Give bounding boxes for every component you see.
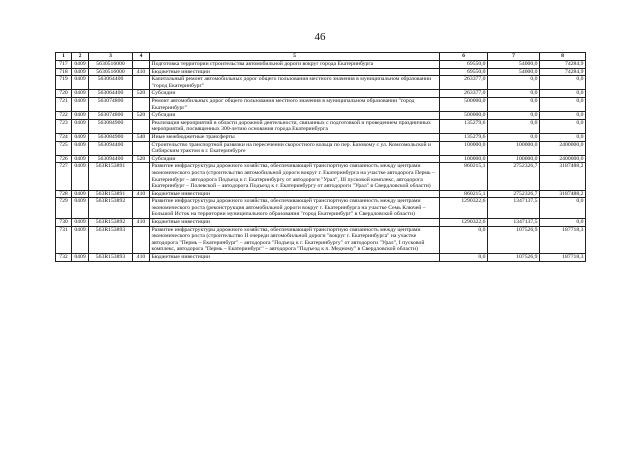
amount-cell-col6: 263377,0 — [440, 76, 488, 90]
target-article-cell: 563084900 — [89, 119, 133, 133]
row-number-cell: 725 — [56, 141, 72, 155]
table-body — [56, 61, 586, 262]
row-number-cell: 729 — [56, 198, 72, 219]
column-header-7: 7 — [488, 53, 540, 61]
section-code-cell: 0409 — [72, 163, 89, 190]
amount-cell-col6: 860215,1 — [440, 190, 488, 198]
amount-cell-col7: 107526,9 — [488, 226, 540, 253]
budget-table — [55, 52, 586, 262]
row-number-cell: 720 — [56, 90, 72, 98]
target-article-cell: 563R153891 — [89, 163, 133, 190]
table-row — [56, 68, 586, 76]
item-name-cell: Субсидии — [150, 112, 440, 120]
amount-cell-col6: 69550,0 — [440, 61, 488, 69]
section-code-cell: 0409 — [72, 112, 89, 120]
table-row — [56, 155, 586, 163]
section-code-cell: 0409 — [72, 254, 89, 262]
table-row — [56, 254, 586, 262]
row-number-cell: 724 — [56, 133, 72, 141]
item-name-cell: Субсидии — [150, 155, 440, 163]
item-name-cell: Бюджетные инвестиции — [150, 190, 440, 198]
amount-cell-col8: 0,0 — [540, 119, 586, 133]
table-row — [56, 97, 586, 111]
item-name-cell: Бюджетные инвестиции — [150, 219, 440, 227]
amount-cell-col7: 0,0 — [488, 76, 540, 90]
section-code-cell: 0409 — [72, 141, 89, 155]
expense-type-cell — [133, 141, 150, 155]
amount-cell-col7: 0,0 — [488, 119, 540, 133]
amount-cell-col8: 187718,3 — [540, 254, 586, 262]
expense-type-cell — [133, 163, 150, 190]
row-number-cell: 731 — [56, 226, 72, 253]
target-article-cell: 563R153893 — [89, 254, 133, 262]
target-article-cell: 563074800 — [89, 97, 133, 111]
table-row — [56, 226, 586, 253]
expense-type-cell: 410 — [133, 254, 150, 262]
amount-cell-col8: 0,0 — [540, 97, 586, 111]
item-name-cell: Развитие инфраструктуры дорожного хозяйства, обеспечивающей транспортную связанность между центрами экономического роста (строительство II очереди автомобильной дороги "вокруг г. Екатеринбурга" на участке автодорога "Пермь – Екатеринбург" – автодорога "Подъезд к г. Екатеринбургу" от автодороги "Урал", I пусковой комплекс, автодорога "Пермь – Екатеринбург" – автодорога "Подъезд к п. Медному" в Свердловской области) — [150, 226, 440, 253]
amount-cell-col7: 54000,0 — [488, 68, 540, 76]
expense-type-cell: 520 — [133, 155, 150, 163]
section-code-cell: 0409 — [72, 97, 89, 111]
table-row — [56, 190, 586, 198]
table-row — [56, 141, 586, 155]
expense-type-cell: 540 — [133, 133, 150, 141]
target-article-cell: 563074800 — [89, 112, 133, 120]
expense-type-cell: 410 — [133, 68, 150, 76]
section-code-cell: 0409 — [72, 190, 89, 198]
item-name-cell: Иные межбюджетные трансферты — [150, 133, 440, 141]
amount-cell-col8: 2400000,0 — [540, 141, 586, 155]
amount-cell-col7: 1347137,5 — [488, 198, 540, 219]
amount-cell-col8: 0,0 — [540, 90, 586, 98]
section-code-cell: 0409 — [72, 90, 89, 98]
section-code-cell: 0409 — [72, 155, 89, 163]
column-header-5: 5 — [150, 53, 440, 61]
expense-type-cell: 520 — [133, 112, 150, 120]
item-name-cell: Капитальный ремонт автомобильных дорог общего пользования местного значения в муниципальном образовании "город Екатеринбург" — [150, 76, 440, 90]
table-row — [56, 198, 586, 219]
table-row — [56, 133, 586, 141]
target-article-cell: 563094400 — [89, 141, 133, 155]
target-article-cell: 563R153891 — [89, 190, 133, 198]
column-header-4: 4 — [133, 53, 150, 61]
row-number-cell: 727 — [56, 163, 72, 190]
amount-cell-col6: 135279,6 — [440, 133, 488, 141]
table-row — [56, 90, 586, 98]
table-row — [56, 112, 586, 120]
amount-cell-col7: 0,0 — [488, 90, 540, 98]
amount-cell-col7: 100000,0 — [488, 155, 540, 163]
section-code-cell: 0409 — [72, 133, 89, 141]
column-header-6: 6 — [440, 53, 488, 61]
amount-cell-col7: 54000,0 — [488, 61, 540, 69]
amount-cell-col7: 2752326,7 — [488, 163, 540, 190]
table-row — [56, 219, 586, 227]
amount-cell-col8: 0,0 — [540, 198, 586, 219]
amount-cell-col8: 0,0 — [540, 219, 586, 227]
row-number-cell: 722 — [56, 112, 72, 120]
page-number: 46 — [314, 31, 326, 43]
expense-type-cell: 410 — [133, 190, 150, 198]
column-header-1: 1 — [56, 53, 72, 61]
amount-cell-col8: 3187488,2 — [540, 190, 586, 198]
target-article-cell: 5630516000 — [89, 61, 133, 69]
section-code-cell: 0409 — [72, 76, 89, 90]
row-number-cell: 726 — [56, 155, 72, 163]
item-name-cell: Подготовка территории строительства автомобильной дороги вокруг города Екатеринбурга — [150, 61, 440, 69]
section-code-cell: 0409 — [72, 198, 89, 219]
amount-cell-col6: 263377,0 — [440, 90, 488, 98]
amount-cell-col7: 1347137,5 — [488, 219, 540, 227]
row-number-cell: 732 — [56, 254, 72, 262]
row-number-cell: 728 — [56, 190, 72, 198]
amount-cell-col8: 187718,3 — [540, 226, 586, 253]
section-code-cell: 0409 — [72, 226, 89, 253]
target-article-cell: 563064400 — [89, 90, 133, 98]
section-code-cell: 0409 — [72, 61, 89, 69]
row-number-cell: 719 — [56, 76, 72, 90]
amount-cell-col7: 0,0 — [488, 97, 540, 111]
amount-cell-col8: 3187488,2 — [540, 163, 586, 190]
item-name-cell: Развитие инфраструктуры дорожного хозяйства, обеспечивающей транспортную связанность между центрами экономического роста (строительство автомобильной дороги вокруг г. Екатеринбурга на участке автодорога Пермь – Екатеринбург – автодорога Подъезд к г. Екатеринбургу от автодороги "Урал", III пусковой комплекс, автодорога Екатеринбург – Полевской – автодорога Подъезд к г. Екатеринбургу от автодороги "Урал" в Свердловской области) — [150, 163, 440, 190]
amount-cell-col8: 74284,9 — [540, 68, 586, 76]
table-row — [56, 163, 586, 190]
expense-type-cell: 520 — [133, 90, 150, 98]
amount-cell-col7: 100000,0 — [488, 141, 540, 155]
row-number-cell: 730 — [56, 219, 72, 227]
amount-cell-col6: 860215,1 — [440, 163, 488, 190]
row-number-cell: 721 — [56, 97, 72, 111]
expense-type-cell — [133, 76, 150, 90]
expense-type-cell — [133, 119, 150, 133]
target-article-cell: 563R153892 — [89, 198, 133, 219]
row-number-cell: 718 — [56, 68, 72, 76]
column-header-3: 3 — [89, 53, 133, 61]
table-row — [56, 76, 586, 90]
target-article-cell: 563084900 — [89, 133, 133, 141]
amount-cell-col8: 74284,9 — [540, 61, 586, 69]
section-code-cell: 0409 — [72, 119, 89, 133]
section-code-cell: 0409 — [72, 219, 89, 227]
amount-cell-col6: 500000,0 — [440, 112, 488, 120]
row-number-cell: 717 — [56, 61, 72, 69]
amount-cell-col7: 107526,9 — [488, 254, 540, 262]
target-article-cell: 5630516000 — [89, 68, 133, 76]
amount-cell-col7: 2752326,7 — [488, 190, 540, 198]
item-name-cell: Субсидии — [150, 90, 440, 98]
amount-cell-col6: 100000,0 — [440, 155, 488, 163]
amount-cell-col6: 1290322,6 — [440, 198, 488, 219]
item-name-cell: Бюджетные инвестиции — [150, 254, 440, 262]
column-header-8: 8 — [540, 53, 586, 61]
row-number-cell: 723 — [56, 119, 72, 133]
amount-cell-col6: 1290322,6 — [440, 219, 488, 227]
amount-cell-col8: 0,0 — [540, 133, 586, 141]
amount-cell-col7: 0,0 — [488, 133, 540, 141]
amount-cell-col6: 0,0 — [440, 226, 488, 253]
expense-type-cell: 410 — [133, 219, 150, 227]
target-article-cell: 563094400 — [89, 155, 133, 163]
amount-cell-col8: 2400000,0 — [540, 155, 586, 163]
item-name-cell: Ремонт автомобильных дорог общего пользования местного значения в муниципальном образовании "город Екатеринбург" — [150, 97, 440, 111]
table-row — [56, 119, 586, 133]
target-article-cell: 563064400 — [89, 76, 133, 90]
amount-cell-col6: 500000,0 — [440, 97, 488, 111]
header-row — [56, 53, 586, 61]
item-name-cell: Бюджетные инвестиции — [150, 68, 440, 76]
column-header-2: 2 — [72, 53, 89, 61]
expense-type-cell — [133, 226, 150, 253]
target-article-cell: 563R153893 — [89, 226, 133, 253]
table-row — [56, 61, 586, 69]
expense-type-cell — [133, 61, 150, 69]
amount-cell-col6: 135279,6 — [440, 119, 488, 133]
target-article-cell: 563R153892 — [89, 219, 133, 227]
section-code-cell: 0409 — [72, 68, 89, 76]
amount-cell-col8: 0,0 — [540, 76, 586, 90]
expense-type-cell — [133, 97, 150, 111]
expense-type-cell — [133, 198, 150, 219]
item-name-cell: Развитие инфраструктуры дорожного хозяйства, обеспечивающей транспортную связанность между центрами экономического роста (реконструкция автомобильной дороги вокруг г. Екатеринбурга на участке Семь Ключей – Большой Исток на территории муниципального образования "город Екатеринбург" в Свердловской области) — [150, 198, 440, 219]
amount-cell-col6: 69550,0 — [440, 68, 488, 76]
item-name-cell: Реализация мероприятий в области дорожной деятельности, связанных с подготовкой и проведением праздничных мероприятий, посвященных 300-летию основания города Екатеринбурга — [150, 119, 440, 133]
item-name-cell: Строительство транспортной развязки на пересечении скоростного кольца по пер. Базовому с ул. Комсомольской и Сибирским трактом в г. Екатеринбурге — [150, 141, 440, 155]
amount-cell-col6: 100000,0 — [440, 141, 488, 155]
amount-cell-col8: 0,0 — [540, 112, 586, 120]
amount-cell-col7: 0,0 — [488, 112, 540, 120]
amount-cell-col6: 0,0 — [440, 254, 488, 262]
